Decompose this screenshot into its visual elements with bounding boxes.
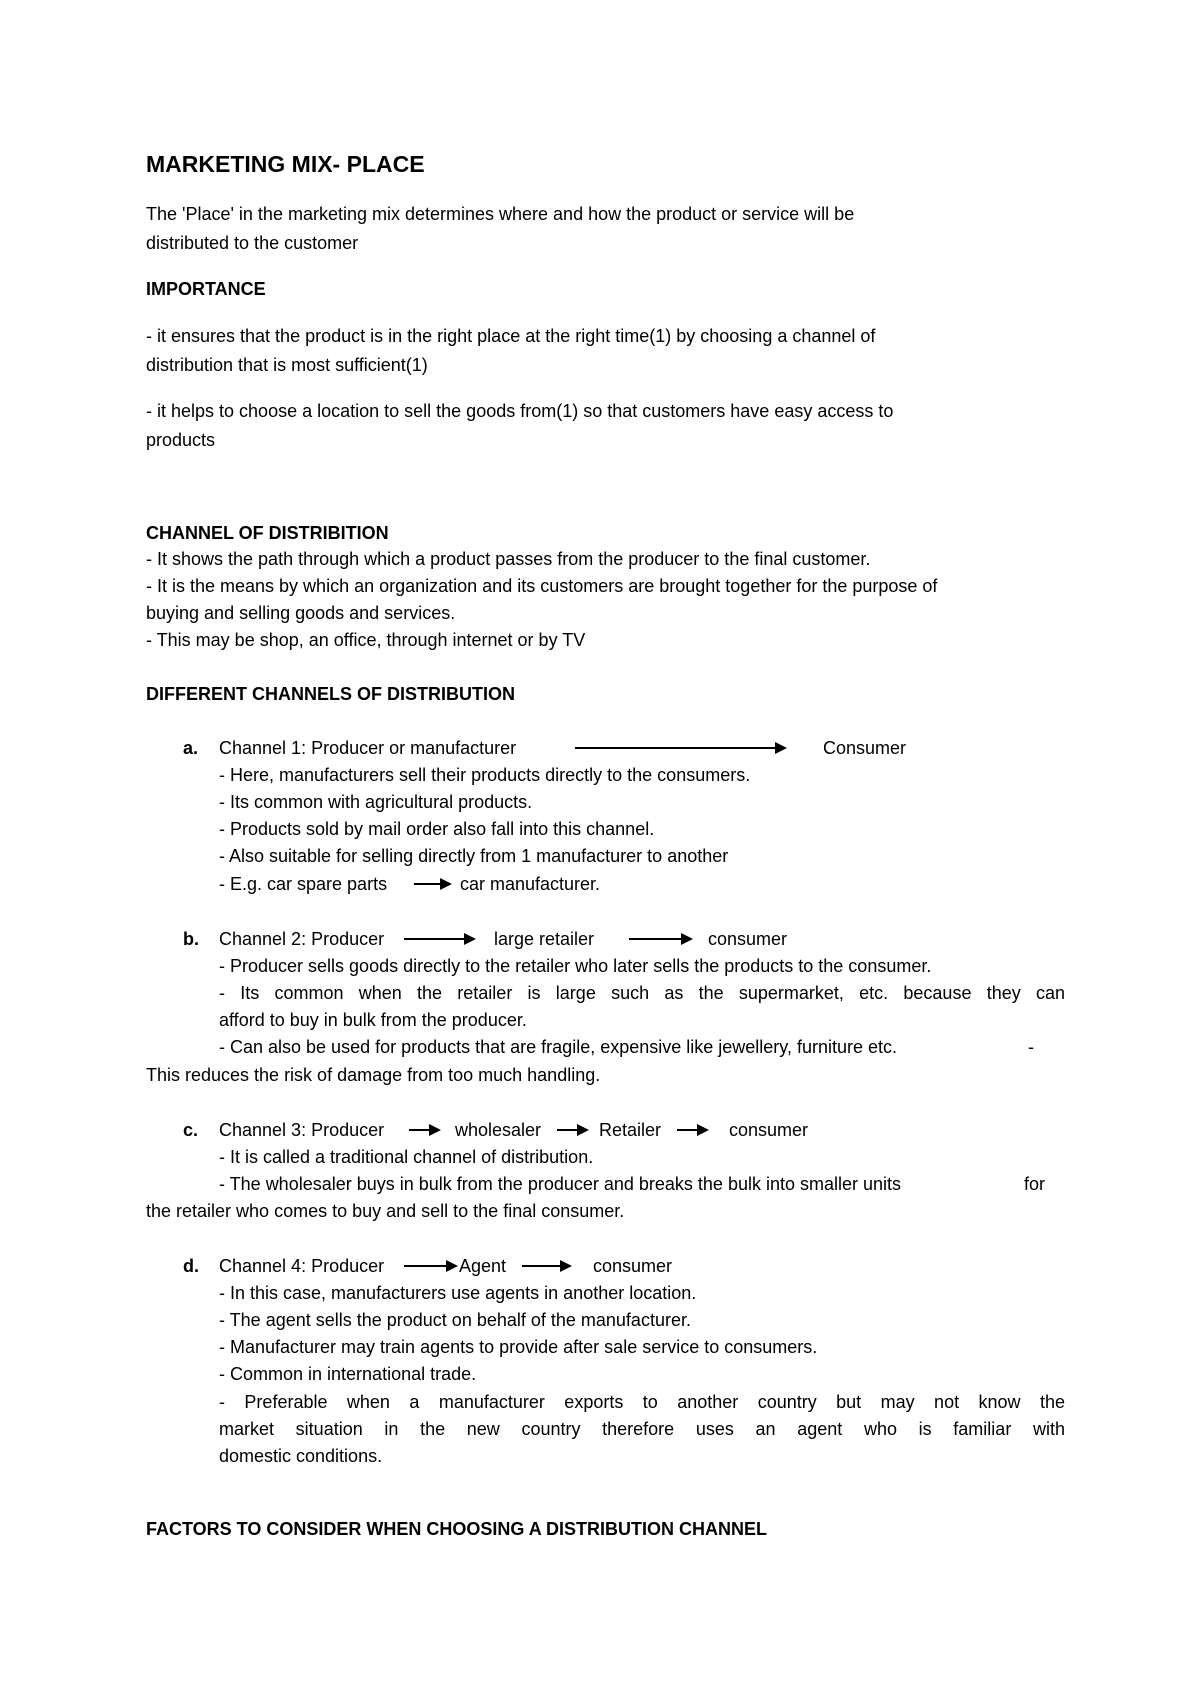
channel-4-agent: Agent — [459, 1256, 507, 1276]
channel-4-consumer: consumer — [593, 1256, 673, 1276]
arrow-icon — [404, 1260, 458, 1272]
arrow-icon — [677, 1124, 709, 1136]
channel-1-producer: Channel 1: Producer or manufacturer — [219, 738, 517, 758]
arrow-icon — [575, 742, 787, 754]
arrow-icon — [404, 933, 476, 945]
channel-2-line: afford to buy in bulk from the producer. — [219, 1010, 527, 1030]
channel-of-distribution-heading: CHANNEL OF DISTRIBITION — [146, 523, 389, 543]
channel-1-line: - Products sold by mail order also fall into this channel. — [219, 819, 655, 839]
channel-3-wholesaler: wholesaler — [455, 1120, 542, 1140]
intro-line: The 'Place' in the marketing mix determines where and how the product or service will be — [146, 204, 855, 224]
importance-line: - it ensures that the product is in the right place at the right time(1) by choosing a channel of — [146, 326, 876, 346]
channel-of-distribution-line: - It shows the path through which a product passes from the producer to the final customer. — [146, 549, 871, 569]
channel-3-consumer: consumer — [729, 1120, 809, 1140]
list-marker-a: a. — [183, 738, 199, 758]
channel-1-line: - Also suitable for selling directly from 1 manufacturer to another — [219, 846, 729, 866]
channel-2-consumer: consumer — [708, 929, 788, 949]
list-marker-d: d. — [183, 1256, 199, 1276]
channel-2-line: - Its common when the retailer is large such as the supermarket, etc. because they can — [219, 983, 1065, 1003]
channel-1-line: - Its common with agricultural products. — [219, 792, 533, 812]
channel-of-distribution-line: - It is the means by which an organization and its customers are brought together for the purpose of — [146, 576, 938, 596]
list-marker-c: c. — [183, 1120, 199, 1140]
channel-4-line: - The agent sells the product on behalf of the manufacturer. — [219, 1310, 691, 1330]
arrow-icon — [557, 1124, 589, 1136]
factors-heading: FACTORS TO CONSIDER WHEN CHOOSING A DISTRIBUTION CHANNEL — [146, 1519, 768, 1539]
channel-4-line: - In this case, manufacturers use agents in another location. — [219, 1283, 697, 1303]
page-title: MARKETING MIX- PLACE — [146, 151, 425, 177]
channel-of-distribution-line: - This may be shop, an office, through internet or by TV — [146, 630, 586, 650]
channel-2-line: - Producer sells goods directly to the retailer who later sells the products to the consumer. — [219, 956, 932, 976]
importance-heading: IMPORTANCE — [146, 279, 266, 299]
importance-line: - it helps to choose a location to sell the goods from(1) so that customers have easy access to — [146, 401, 894, 421]
channel-4-producer: Channel 4: Producer — [219, 1256, 385, 1276]
list-marker-b: b. — [183, 929, 199, 949]
channel-3-producer: Channel 3: Producer — [219, 1120, 385, 1140]
arrow-icon — [629, 933, 693, 945]
channel-3-line: - The wholesaler buys in bulk from the producer and breaks the bulk into smaller units — [219, 1174, 902, 1194]
channel-2-producer: Channel 2: Producer — [219, 929, 385, 949]
channel-1-example-from: - E.g. car spare parts — [219, 874, 388, 894]
channel-4-line: - Manufacturer may train agents to provide after sale service to consumers. — [219, 1337, 818, 1357]
channel-2-retailer: large retailer — [494, 929, 595, 949]
channel-2-line-dash: - — [1028, 1037, 1034, 1057]
channel-4-line: domestic conditions. — [219, 1446, 383, 1466]
intro-line: distributed to the customer — [146, 233, 359, 253]
channel-4-line: - Common in international trade. — [219, 1364, 477, 1384]
channel-3-line-end: for — [1024, 1174, 1046, 1194]
channel-4-line: - Preferable when a manufacturer exports to another country but may not know the — [219, 1392, 1065, 1412]
channel-of-distribution-line: buying and selling goods and services. — [146, 603, 456, 623]
channel-3-line: the retailer who comes to buy and sell to the final consumer. — [146, 1201, 625, 1221]
channel-1-example-to: car manufacturer. — [460, 874, 601, 894]
arrow-icon — [409, 1124, 441, 1136]
arrow-icon — [522, 1260, 572, 1272]
importance-line: products — [146, 430, 216, 450]
channel-2-line: This reduces the risk of damage from too much handling. — [146, 1065, 601, 1085]
channel-2-line: - Can also be used for products that are fragile, expensive like jewellery, furniture etc. — [219, 1037, 898, 1057]
arrow-icon — [414, 878, 452, 890]
importance-line: distribution that is most sufficient(1) — [146, 355, 428, 375]
channel-1-line: - Here, manufacturers sell their products directly to the consumers. — [219, 765, 751, 785]
channel-4-line: market situation in the new country therefore uses an agent who is familiar with — [219, 1419, 1065, 1439]
channel-3-retailer: Retailer — [599, 1120, 662, 1140]
different-channels-heading: DIFFERENT CHANNELS OF DISTRIBUTION — [146, 684, 515, 704]
channel-1-consumer: Consumer — [823, 738, 907, 758]
channel-3-line: - It is called a traditional channel of distribution. — [219, 1147, 594, 1167]
